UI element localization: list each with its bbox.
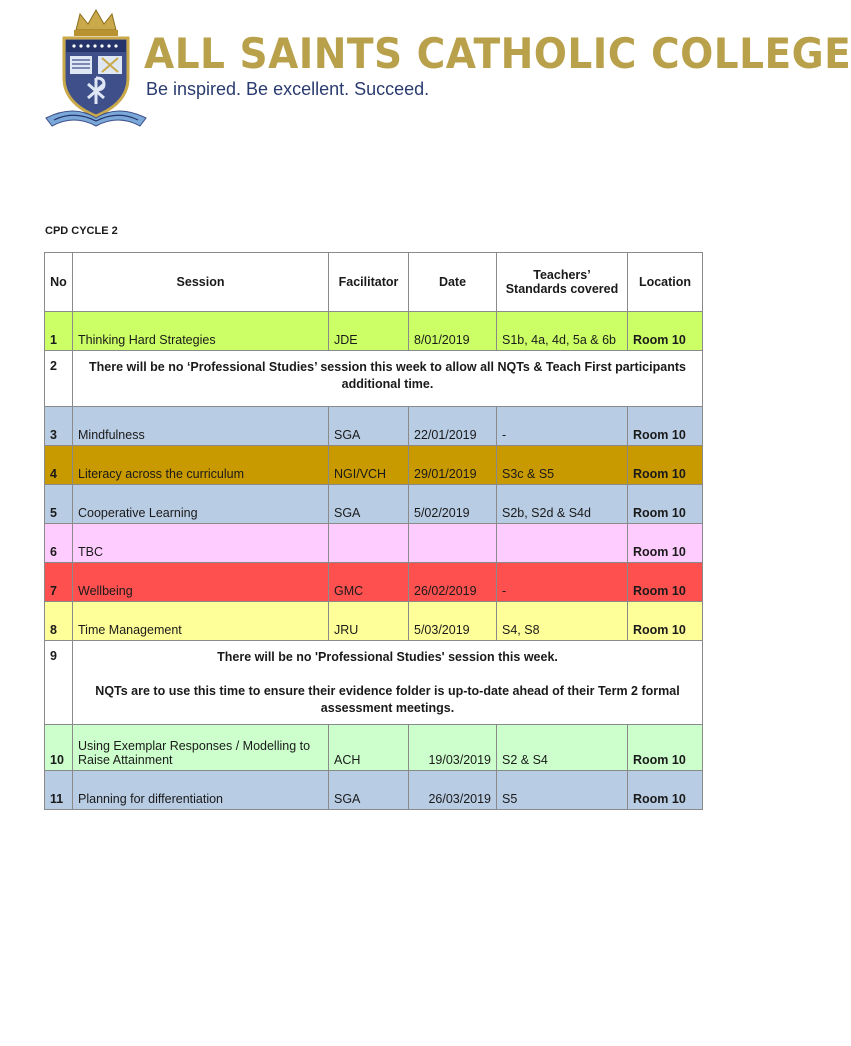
session-title: Mindfulness	[73, 407, 329, 446]
table-row	[45, 524, 703, 563]
session-number: 5	[45, 485, 73, 524]
session-title: Literacy across the curriculum	[73, 446, 329, 485]
column-header-facilitator: Facilitator	[329, 253, 409, 312]
session-facilitator: GMC	[329, 563, 409, 602]
session-number: 11	[45, 771, 73, 810]
column-header-date: Date	[409, 253, 497, 312]
column-header-standards: Teachers’ Standards covered	[497, 253, 628, 312]
session-date: 22/01/2019	[409, 407, 497, 446]
session-location: Room 10	[628, 771, 703, 810]
table-row	[45, 602, 703, 641]
table-header-row	[45, 253, 703, 312]
notice-text: There will be no 'Professional Studies' session this week.	[217, 650, 558, 664]
session-location: Room 10	[628, 446, 703, 485]
table-row	[45, 446, 703, 485]
session-title: Cooperative Learning	[73, 485, 329, 524]
session-location: Room 10	[628, 407, 703, 446]
session-number: 8	[45, 602, 73, 641]
session-facilitator: SGA	[329, 485, 409, 524]
session-location: Room 10	[628, 725, 703, 771]
session-title: Using Exemplar Responses / Modelling to Raise Attainment	[73, 725, 329, 771]
session-date: 8/01/2019	[409, 312, 497, 351]
session-title: Planning for differentiation	[73, 771, 329, 810]
session-location: Room 10	[628, 312, 703, 351]
session-standards: S1b, 4a, 4d, 5a & 6b	[497, 312, 628, 351]
session-title: Time Management	[73, 602, 329, 641]
session-number: 3	[45, 407, 73, 446]
table-row	[45, 771, 703, 810]
table-row	[45, 563, 703, 602]
session-date: 19/03/2019	[409, 725, 497, 771]
college-crest-logo	[44, 8, 148, 128]
document-title: CPD CYCLE 2	[45, 225, 118, 237]
session-date: 5/03/2019	[409, 602, 497, 641]
session-location: Room 10	[628, 563, 703, 602]
session-standards: S2 & S4	[497, 725, 628, 771]
column-header-session: Session	[73, 253, 329, 312]
college-motto: Be inspired. Be excellent. Succeed.	[146, 79, 430, 99]
session-title: TBC	[73, 524, 329, 563]
session-title: Wellbeing	[73, 563, 329, 602]
session-number: 7	[45, 563, 73, 602]
table-row	[45, 485, 703, 524]
session-standards: -	[497, 407, 628, 446]
session-date	[409, 524, 497, 563]
notice-cell	[73, 641, 703, 725]
session-date: 26/03/2019	[409, 771, 497, 810]
session-facilitator: NGI/VCH	[329, 446, 409, 485]
session-location: Room 10	[628, 524, 703, 563]
table-row-notice	[45, 641, 703, 725]
session-standards	[497, 524, 628, 563]
notice-text: NQTs are to use this time to ensure their evidence folder is up-to-date ahead of their Term 2 formal assessment meetings.	[95, 684, 680, 715]
session-date: 5/02/2019	[409, 485, 497, 524]
notice-text: There will be no ‘Professional Studies’ session this week to allow all NQTs & Teach First participants additional time.	[89, 360, 686, 391]
session-facilitator: JRU	[329, 602, 409, 641]
session-standards: S4, S8	[497, 602, 628, 641]
session-number: 2	[45, 351, 73, 407]
session-standards: S3c & S5	[497, 446, 628, 485]
session-number: 4	[45, 446, 73, 485]
table-row	[45, 407, 703, 446]
session-date: 29/01/2019	[409, 446, 497, 485]
notice-cell	[73, 351, 703, 407]
session-standards: -	[497, 563, 628, 602]
session-facilitator: ACH	[329, 725, 409, 771]
session-facilitator: SGA	[329, 407, 409, 446]
column-header-no: No	[45, 253, 73, 312]
session-number: 9	[45, 641, 73, 725]
session-number: 6	[45, 524, 73, 563]
column-header-location: Location	[628, 253, 703, 312]
page-header	[44, 8, 851, 128]
college-name: ALL SAINTS CATHOLIC COLLEGE	[144, 29, 851, 78]
session-location: Room 10	[628, 602, 703, 641]
session-standards: S5	[497, 771, 628, 810]
session-facilitator	[329, 524, 409, 563]
session-facilitator: SGA	[329, 771, 409, 810]
session-number: 10	[45, 725, 73, 771]
session-date: 26/02/2019	[409, 563, 497, 602]
session-facilitator: JDE	[329, 312, 409, 351]
session-number: 1	[45, 312, 73, 351]
cpd-schedule-table	[44, 252, 703, 810]
session-standards: S2b, S2d & S4d	[497, 485, 628, 524]
table-row	[45, 725, 703, 771]
session-location: Room 10	[628, 485, 703, 524]
table-row-notice	[45, 351, 703, 407]
table-row	[45, 312, 703, 351]
session-title: Thinking Hard Strategies	[73, 312, 329, 351]
